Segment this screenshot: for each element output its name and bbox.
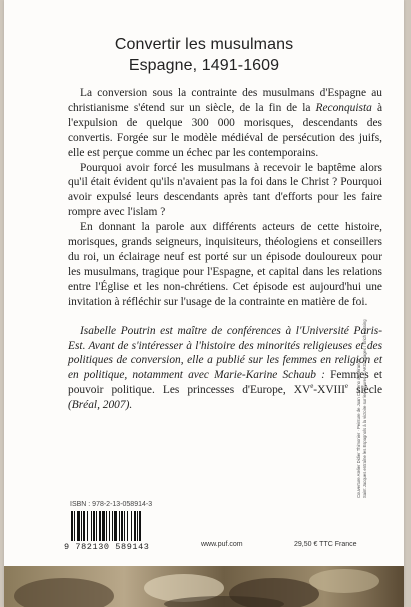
barcode-bar [77,511,80,541]
barcode-bar [102,511,105,541]
barcode-bar [127,511,128,541]
barcode-bar [87,511,88,541]
blurb [68,86,382,413]
barcode-bar [119,511,120,541]
barcode-bar [131,511,132,541]
book-title: Convertir les musulmans [114,36,294,53]
barcode-bar [91,511,92,541]
blurb-paragraph-1: La conversion sous la contrainte des musulmans d'Espagne au christianisme s'étend sur un siècle, de la fin de la Reconquista à l'expulsion de quelque 300 000 morisques, descendants des convertis. Forgée sur le modèle médiéval de persécution des juifs, elle est perçue comme un échec par les contemporains. [68,87,382,159]
book-subtitle: Espagne, 1491-1609 [128,57,280,74]
barcode-bar [139,511,141,541]
barcode-bar [74,511,75,541]
barcode-bar [121,511,123,541]
barcode [71,511,167,541]
barcode-bar [112,511,113,541]
barcode-bar [83,511,85,541]
barcode-bar [124,511,125,541]
website: www.puf.com [201,541,243,548]
price: 29,50 € TTC France [294,541,357,548]
barcode-number: 9 782130 589143 [64,542,150,552]
barcode-bar [106,511,107,541]
painting-strip [4,566,404,607]
barcode-bar [96,511,97,541]
barcode-bar [71,511,73,541]
book-back-cover [4,0,404,607]
barcode-bar [114,511,117,541]
author-bio: Isabelle Poutrin est maître de conférences à l'Université Paris-Est. Avant de s'intéresser à l'histoire des minorités religieuses et des politiques de conversion, elle a publié sur les femmes en religion et en politique, notamment avec Marie-Karine Schaub : Femmes et pouvoir politique. Les princesses d'Europe, XVe-XVIIIe siècle (Bréal, 2007). [68,324,383,412]
barcode-bar [137,511,138,541]
barcode-bar [99,511,101,541]
barcode-bar [134,511,136,541]
barcode-bar [81,511,82,541]
barcode-bar [109,511,110,541]
isbn: ISBN : 978-2-13-058914-3 [70,501,153,508]
cover-credit: Couverture Atelier Didier Thimonier · Peinture de Juan Carreno de Miranda, Saint Jacques entraîne les Espagnols à la victoire sur les Maures © AKG-images / Erich Lessing [356,319,367,498]
blurb-paragraph-3: En donnant la parole aux différents acteurs de cette histoire, morisques, grands seigneurs, inquisiteurs, théologiens et conseillers du roi, un éclairage neuf est porté sur un épisode douloureux pour les musulmans, tragique pour l'Espagne, et capital dans les relations entre l'Église et les non-chrétiens. Cet épisode est aujourd'hui une invitation à réfléchir sur l'usage de la contrainte en matière de foi. [68,221,382,308]
barcode-bar [93,511,95,541]
blurb-paragraph-2: Pourquoi avoir forcé les musulmans à recevoir le baptême alors qu'il était évident qu'ils n'avaient pas la foi dans le Christ ? Pourquoi avoir expulsé leurs descendants après tant d'efforts pour les faire rompre avec l'islam ? [68,161,382,219]
